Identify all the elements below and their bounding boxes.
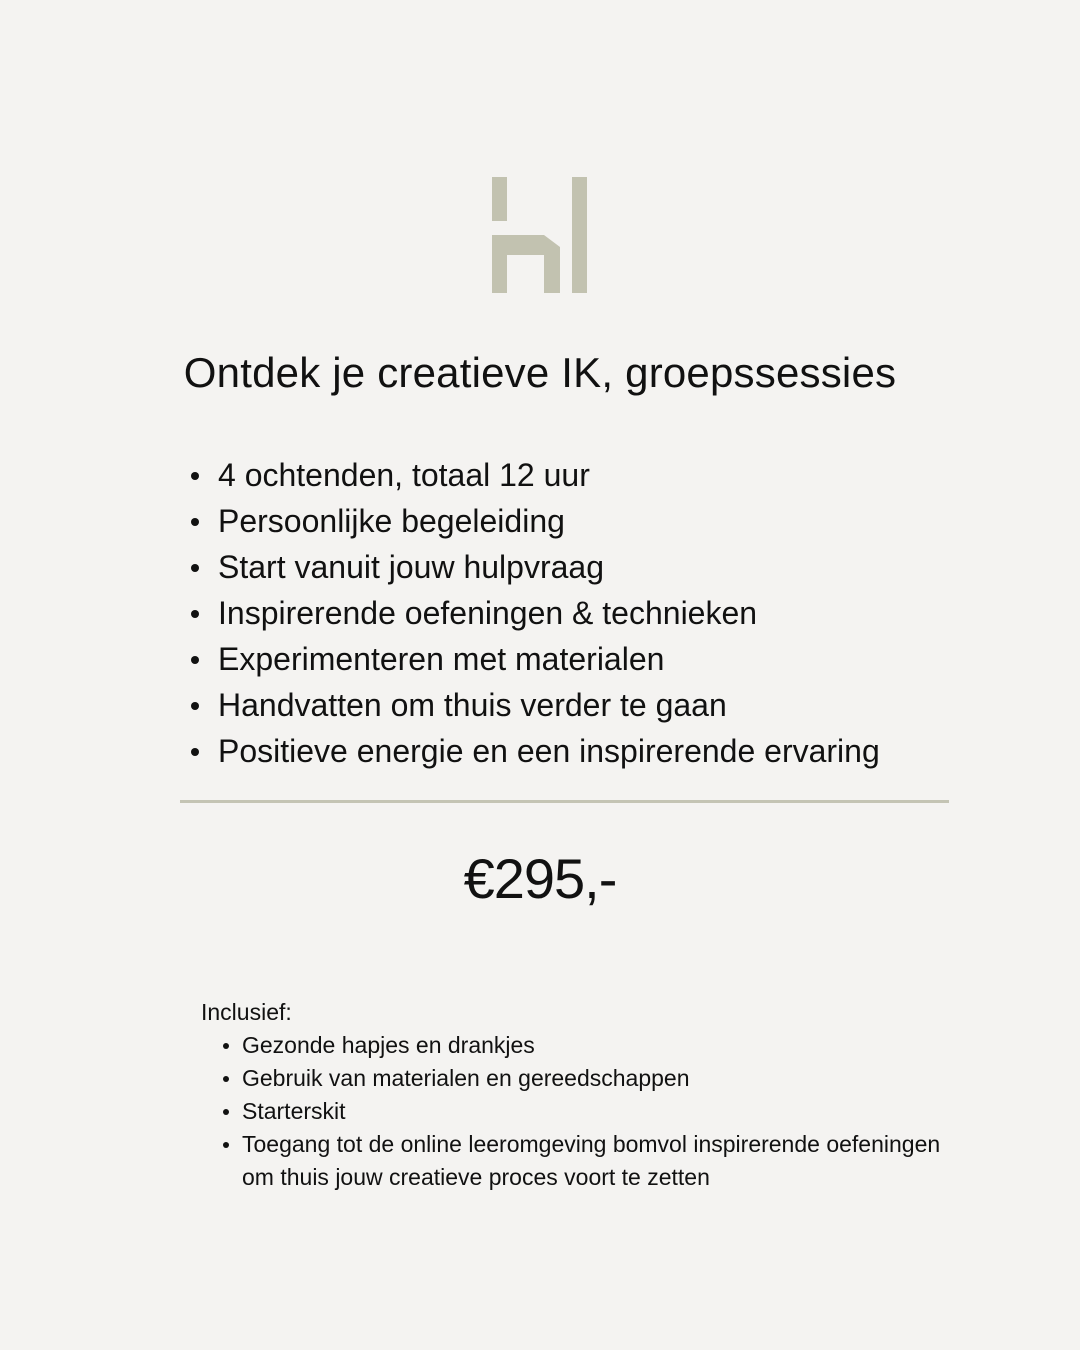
- feature-item: Inspirerende oefeningen & technieken: [188, 590, 1048, 636]
- feature-item: Persoonlijke begeleiding: [188, 498, 1048, 544]
- feature-item: Experimenteren met materialen: [188, 636, 1048, 682]
- page-title: Ontdek je creatieve IK, groepssessies: [183, 349, 897, 396]
- included-item: Starterskit: [221, 1095, 941, 1128]
- price: €295,-: [463, 847, 617, 910]
- feature-item: Positieve energie en een inspirerende ervaring: [188, 728, 1048, 774]
- feature-item: 4 ochtenden, totaal 12 uur: [188, 452, 1048, 498]
- included-item: Gezonde hapjes en drankjes: [221, 1029, 941, 1062]
- divider: [180, 800, 949, 803]
- included-item: Gebruik van materialen en gereedschappen: [221, 1062, 941, 1095]
- included-list: [221, 1029, 941, 1194]
- feature-list: [188, 452, 1048, 774]
- h-monogram-logo-icon: [490, 177, 590, 295]
- feature-item: Handvatten om thuis verder te gaan: [188, 682, 1048, 728]
- included-label: Inclusief:: [201, 999, 292, 1025]
- feature-item: Start vanuit jouw hulpvraag: [188, 544, 1048, 590]
- included-item: Toegang tot de online leeromgeving bomvol inspirerende oefeningen om thuis jouw creatieve proces voort te zetten: [221, 1128, 941, 1194]
